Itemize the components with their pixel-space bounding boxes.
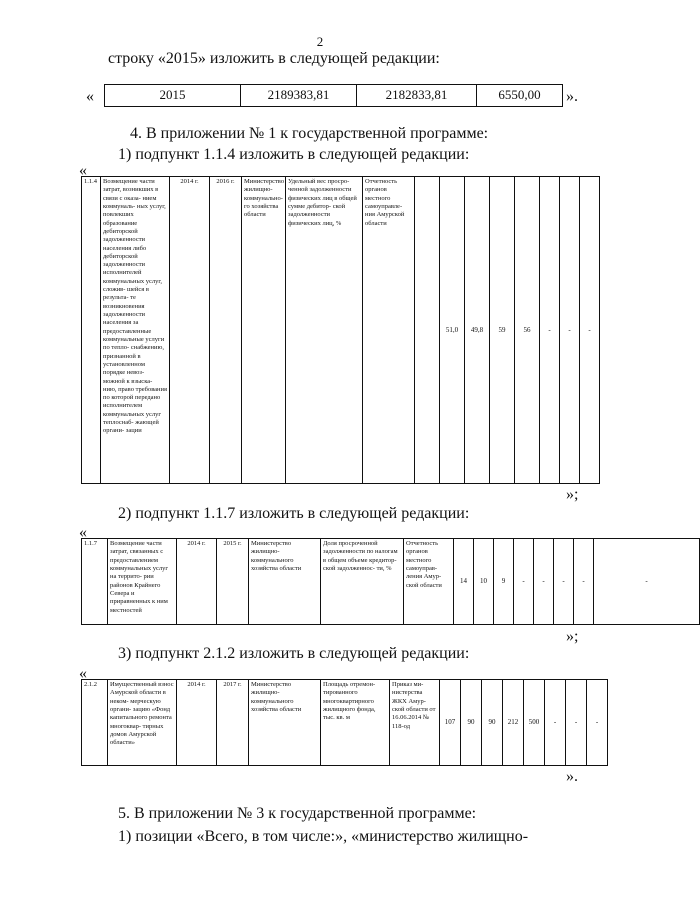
section-5-heading: 5. В приложении № 3 к государственной программе: <box>118 805 477 822</box>
table-1-1-7 <box>81 538 700 625</box>
close-quote: »; <box>566 628 579 645</box>
item-number: 2.1.2 <box>82 680 108 766</box>
item-name: Имущественный взнос Амурской области в неком- мерческую органи- зацию «Фонд капитального ремонта многоквар- тирных домов Амурской области» <box>108 680 177 766</box>
value-cell: - <box>560 177 580 484</box>
executor: Министерство жилищно- коммунального хозяйства области <box>249 539 321 625</box>
value-cell: 6550,00 <box>477 85 563 107</box>
value-cell: - <box>554 539 574 625</box>
value-cell: - <box>545 680 566 766</box>
item-name: Возмещение части затрат, возникших в связи с оказа- нием коммуналь- ных услуг, повлекших образование дебиторской задолженности населения либо дебиторской задолженности исполнителей коммунальных услуг, сложив- шейся в результа- те возникновения задолженности населения за предоставленные коммунальные услуги по тепло- снабжению, признанной в установленном порядке невоз- можной к взыска- нию, право требования по которой передано исполнителем коммунальных услуг теплоснаб- жающей органи- зации <box>101 177 170 484</box>
executor: Министерство жилищно- коммунального хозяйства области <box>249 680 321 766</box>
value-cell: 51,0 <box>440 177 465 484</box>
start-year: 2014 г. <box>177 680 217 766</box>
value-cell: - <box>534 539 554 625</box>
item-name: Возмещение части затрат, связанных с предоставлением коммунальных услуг на террито- рии районов Крайнего Севера и приравненных к ним местностей <box>108 539 177 625</box>
value-cell: 500 <box>524 680 545 766</box>
close-quote: ». <box>566 88 578 105</box>
value-cell: 90 <box>482 680 503 766</box>
subitem-1-text: 1) подпункт 1.1.4 изложить в следующей редакции: <box>118 146 470 163</box>
item-number: 1.1.7 <box>82 539 108 625</box>
close-quote: ». <box>566 768 578 785</box>
open-quote: « <box>79 524 87 541</box>
open-quote: « <box>79 665 87 682</box>
value-cell: - <box>580 177 600 484</box>
end-year: 2015 г. <box>217 539 249 625</box>
value-cell <box>415 177 440 484</box>
page-number: 2 <box>316 34 324 49</box>
section-4-heading: 4. В приложении № 1 к государственной программе: <box>130 125 489 142</box>
subitem-2-text: 2) подпункт 1.1.7 изложить в следующей редакции: <box>118 505 470 522</box>
value-cell: - <box>514 539 534 625</box>
open-quote: « <box>79 162 87 179</box>
indicator: Площадь отремон- тированного многоквартирного жилищного фонда, тыс. кв. м <box>321 680 390 766</box>
value-cell: - <box>540 177 560 484</box>
intro-text: строку «2015» изложить в следующей редакции: <box>108 50 440 67</box>
start-year: 2014 г. <box>177 539 217 625</box>
table-row <box>105 85 563 107</box>
value-cell: 2182833,81 <box>357 85 477 107</box>
value-cell: - <box>594 539 700 625</box>
table-1-1-4 <box>81 176 600 484</box>
value-cell: - <box>566 680 587 766</box>
table-row <box>82 680 608 766</box>
year-cell: 2015 <box>105 85 241 107</box>
section-5-item-1: 1) позиции «Всего, в том числе:», «министерство жилищно- <box>118 828 529 845</box>
source: Отчетность органов местного самоуправ- ления Амур- ской области <box>404 539 454 625</box>
source: Приказ ми- нистерства ЖКХ Амур- ской области от 16.06.2014 № 118-од <box>390 680 440 766</box>
start-year: 2014 г. <box>170 177 210 484</box>
value-cell: 49,8 <box>465 177 490 484</box>
open-quote: « <box>86 88 94 105</box>
close-quote: »; <box>566 486 579 503</box>
value-cell: 56 <box>515 177 540 484</box>
end-year: 2016 г. <box>210 177 242 484</box>
value-cell: 212 <box>503 680 524 766</box>
value-cell: - <box>587 680 608 766</box>
source: Отчетность органов местного самоуправле- ния Амурской области <box>363 177 415 484</box>
value-cell: - <box>574 539 594 625</box>
value-cell: 10 <box>474 539 494 625</box>
subitem-3-text: 3) подпункт 2.1.2 изложить в следующей редакции: <box>118 645 470 662</box>
value-cell: 107 <box>440 680 461 766</box>
table-row <box>82 539 700 625</box>
indicator: Доля просроченной задолженности по налогам в общем объеме кредитор- ской задолженнос- ти, % <box>321 539 404 625</box>
value-cell: 59 <box>490 177 515 484</box>
executor: Министерство жилищно- коммунально- го хозяйства области <box>242 177 286 484</box>
table-row <box>82 177 600 484</box>
value-cell: 90 <box>461 680 482 766</box>
indicator: Удельный вес просро- ченной задолженности физических лиц в общей сумме дебитор- ской задолженности физических лиц, % <box>286 177 363 484</box>
item-number: 1.1.4 <box>82 177 101 484</box>
value-cell: 9 <box>494 539 514 625</box>
row-2015-table <box>104 84 563 107</box>
end-year: 2017 г. <box>217 680 249 766</box>
table-2-1-2 <box>81 679 608 766</box>
value-cell: 2189383,81 <box>241 85 357 107</box>
value-cell: 14 <box>454 539 474 625</box>
